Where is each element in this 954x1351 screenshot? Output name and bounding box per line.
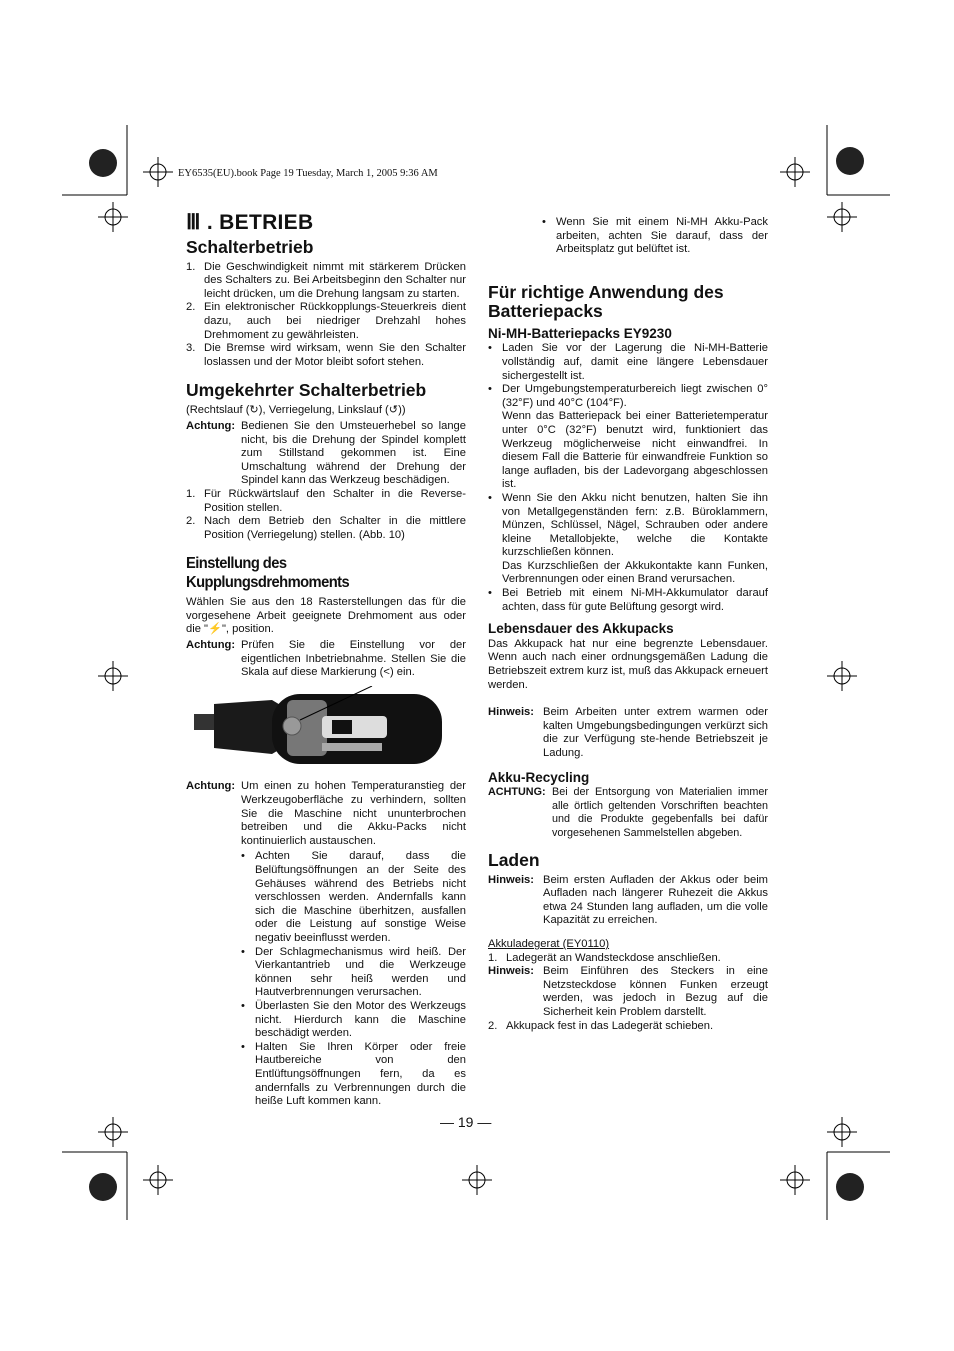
battery-subheading: Ni-MH-Batteriepacks EY9230: [488, 325, 672, 341]
laden-note-1: Hinweis: Beim ersten Aufladen der Akkus oder beim Aufladen nach längerer Ruhezeit die Akkus etwa 24 Stunden lang aufladen, um die volle Kapazität zu erreichen.: [488, 873, 768, 927]
schalter-heading: Schalterbetrieb: [186, 236, 314, 257]
clockwise-icon: ↻: [249, 404, 259, 417]
continued-bullets: [488, 216, 768, 257]
list-item: 1. Ladegerät an Wandsteckdose anschließen.: [488, 951, 721, 964]
list-item: • Laden Sie vor der Lagerung die Ni-MH-Batterie vollständig auf, damit eine längere Lebensdauer sichergestellt ist.: [488, 342, 768, 382]
drill-mode-icon: ⚡: [208, 623, 222, 636]
list-item: • Wenn Sie mit einem Ni-MH Akku-Pack arbeiten, achten Sie darauf, dass der Arbeitsplatz gut belüftet ist.: [542, 216, 768, 256]
left-column: [186, 211, 466, 1109]
tool-illustration: [192, 686, 442, 766]
list-item: • Der Schlagmechanismus wird heiß. Der Vierkantantrieb und die Werkzeuge können sehr heiß werden und Hautverbrennungen verursachen.: [241, 945, 466, 999]
schalter-list: [186, 261, 466, 370]
battery-list: [488, 342, 768, 614]
recycling-heading: Akku-Recycling: [488, 769, 590, 785]
lebensdauer-text: Das Akkupack hat nur eine begrenzte Lebensdauer. Wenn auch nach einer ordnungsgemäßen Ladung die Betriebszeit extrem kurz ist, muß das Akkupack erneuert werden.: [488, 637, 768, 691]
list-item: • Halten Sie Ihren Körper oder freie Hautbereiche von den Entlüftungsöffnungen fern, da es andernfalls zu Verbrennungen durch die heiße Luft kommen kann.: [241, 1040, 466, 1108]
recycling-note: ACHTUNG: Bei der Entsorgung von Materialien immer alle örtlich geltenden Vorschriften beachten und die Produkte gegebenfalls bei dafür vorgesehenen Sammelstellen abgeben.: [488, 786, 768, 839]
temperature-note: Achtung: Um einen zu hohen Temperaturanstieg der Werkzeugoberfläche zu verhindern, sollten Sie die Maschine nicht ununterbrochen betreiben und die Akku-Packs nicht kontinuierlich austauschen. • Achten Sie darauf, dass die Belüftungsöffnungen an der Seite des Gehäuses während des Betriebs nicht verschlossen werden. Andernfalls kann sich die Maschine überhitzen, ausfallen oder die Leistung auf sonstige Weise negativ beeinflusst werden. • Der Schlagmechanismus wird heiß. Der Vierkantantrieb und die Werkzeuge können sehr heiß werden und Hautverbrennungen verursachen. • Überlasten Sie den Motor des Werkzeugs nicht. Hierdurch kann die Maschine beschädigt werden. • Halten Sie Ihren Körper oder freie Hautbereiche von den Entlüftungsöffnungen fern, da es andernfalls zu Verbrennungen durch die heiße Luft kommen kann.: [186, 780, 466, 1108]
right-column: [488, 216, 768, 1033]
list-item: • Der Umgebungstemperaturbereich liegt zwischen 0° (32°F) und 40°C (104°F). Wenn das Batteriepack bei einer Batterietemperatur unter 0°C (32°F) benutzt wird, funktioniert das Werkzeug möglicherweise nicht einwandfrei. In diesem Fall die Batterie für einwandfreie Funktion so lange aufladen, bis der Ladevorgang abgeschlossen ist.: [488, 383, 768, 491]
counterclockwise-icon: ↺: [388, 404, 399, 417]
battery-heading: Für richtige Anwendung des Batteriepacks: [488, 281, 724, 321]
page-title: Ⅲ . BETRIEB: [186, 211, 314, 234]
lebensdauer-note: Hinweis: Beim Arbeiten unter extrem warmen oder kalten Umgebungsbedingungen verkürzt sich die zur Verfügung ste-hende Betriebszeit je Ladung.: [488, 706, 768, 759]
list-item: 2. Nach dem Betrieb den Schalter in die mittlere Position (Verriegelung) stellen. (Abb. 10): [186, 515, 466, 541]
umgekehrt-intro: (Rechtslauf (↻), Verriegelung, Linkslauf (↺)): [186, 404, 406, 417]
umgekehrt-note: Achtung: Bedienen Sie den Umsteuerhebel so lange nicht, bis die Drehung der Spindel komplett zum Stillstand gekommen ist. Eine Umschaltung während der Drehung der Spindel kann das Werkzeug beschädigen.: [186, 419, 466, 487]
list-item: 2. Akkupack fest in das Ladegerät schieben.: [488, 1019, 714, 1032]
lebensdauer-heading: Lebensdauer des Akkupacks: [488, 621, 674, 637]
umgekehrt-heading: Umgekehrter Schalterbetrieb: [186, 380, 427, 401]
charger-label: Akkuladegerat (EY0110): [488, 937, 610, 950]
list-item: 1. Für Rückwärtslauf den Schalter in die Reverse-Position stellen.: [186, 487, 466, 514]
page-number: — 19 —: [440, 1114, 492, 1130]
umgekehrt-list: [186, 488, 466, 542]
laden-list: [488, 952, 768, 966]
kupplung-heading: Einstellung des Kupplungsdrehmoments: [186, 555, 350, 592]
laden-list-2: [488, 1020, 768, 1034]
list-item: 3. Die Bremse wird wirksam, wenn Sie den Schalter loslassen und der Motor bleibt sofort stehen.: [186, 342, 466, 368]
book-header: EY6535(EU).book Page 19 Tuesday, March 1, 2005 9:36 AM: [178, 168, 438, 179]
kupplung-text: Wählen Sie aus den 18 Rasterstellungen das für die vorgesehene Arbeit geeignete Drehmoment aus oder die "⚡", position.: [186, 596, 466, 636]
marker-icon: <: [383, 666, 390, 679]
laden-note-2: Hinweis: Beim Einführen des Steckers in eine Netzsteckdose können Funken erzeugt werden, was jedoch in Bezug auf die Sicherheit kein Problem darstellt.: [488, 965, 768, 1018]
list-item: 1. Die Geschwindigkeit nimmt mit stärkerem Drücken des Schalters zu. Bei Arbeitsbeginn den Schalter nur leicht drücken, um die Drehung langsam zu starten.: [186, 260, 466, 300]
laden-heading: Laden: [488, 849, 540, 870]
list-item: • Überlasten Sie den Motor des Werkzeugs nicht. Hierdurch kann die Maschine beschädigt werden.: [241, 999, 466, 1040]
list-item: 2. Ein elektronischer Rückkopplungs-Steuerkreis dient dazu, auch bei niedriger Drehzahl hohes Drehmoment zu gewährleisten.: [186, 301, 466, 341]
kupplung-note: Achtung: Prüfen Sie die Einstellung vor der eigentlichen Inbetriebnahme. Stellen Sie die Skala auf diese Markierung (<) ein.: [186, 639, 466, 679]
list-item: • Wenn Sie den Akku nicht benutzen, halten Sie ihn von Metallgegenständen fern: z.B. Büroklammern, Münzen, Schlüssel, Nägel, Schrauben oder andere kleine Metallobjekte, welche die Kontakte kurzschließen können. Das Kurzschließen der Akkukontakte kann Funken, Verbrennungen oder einen Brand verursachen.: [488, 491, 768, 586]
list-item: • Bei Betrieb mit einem Ni-MH-Akkumulator darauf achten, dass für gute Belüftung gesorgt wird.: [488, 587, 768, 613]
list-item: • Achten Sie darauf, dass die Belüftungsöffnungen an der Seite des Gehäuses während des Betriebs nicht verschlossen werden. Andernfalls kann sich die Maschine überhitzen, ausfallen oder die Leistung auf sonstige Weise negativ beeinflusst werden.: [241, 850, 466, 944]
